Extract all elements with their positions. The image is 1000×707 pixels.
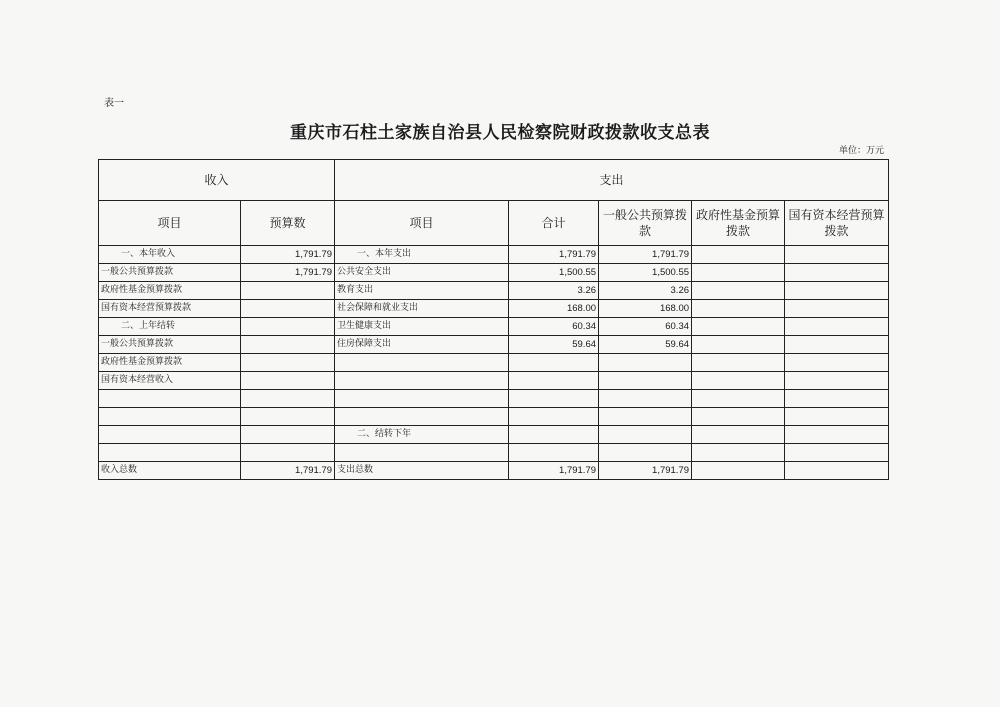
table-row [99, 336, 889, 354]
table-row [99, 282, 889, 300]
expense-item-cell [335, 444, 509, 462]
table-row [99, 408, 889, 426]
total-cell: 1,791.79 [509, 246, 599, 264]
gov-fund-cell [692, 444, 785, 462]
table-row [99, 372, 889, 390]
expense-item-cell: 社会保障和就业支出 [335, 300, 509, 318]
state-capital-cell [785, 426, 889, 444]
income-amount-cell [241, 300, 335, 318]
general-public-cell [599, 408, 692, 426]
state-capital-cell [785, 390, 889, 408]
gov-fund-cell [692, 264, 785, 282]
income-item-cell [99, 426, 241, 444]
total-cell: 59.64 [509, 336, 599, 354]
general-public-cell: 1,500.55 [599, 264, 692, 282]
state-capital-cell [785, 354, 889, 372]
state-capital-cell [785, 246, 889, 264]
gov-fund-cell [692, 408, 785, 426]
expense-item-cell [335, 408, 509, 426]
gov-fund-header: 政府性基金预算拨款 [692, 201, 785, 246]
total-cell: 1,791.79 [509, 462, 599, 480]
expense-item-cell: 住房保障支出 [335, 336, 509, 354]
income-amount-cell [241, 444, 335, 462]
income-item-cell: 收入总数 [99, 462, 241, 480]
gov-fund-cell [692, 354, 785, 372]
income-item-cell: 一般公共预算拨款 [99, 264, 241, 282]
total-cell: 60.34 [509, 318, 599, 336]
state-capital-cell [785, 444, 889, 462]
general-public-header: 一般公共预算拨款 [599, 201, 692, 246]
income-amount-cell [241, 390, 335, 408]
gov-fund-cell [692, 336, 785, 354]
state-capital-cell [785, 372, 889, 390]
unit-label: 单位：万元 [838, 146, 884, 156]
income-item-header: 项目 [99, 201, 241, 246]
table-row [99, 462, 889, 480]
expense-item-cell: 二、结转下年 [335, 426, 509, 444]
general-public-cell: 59.64 [599, 336, 692, 354]
expense-header: 支出 [335, 160, 889, 201]
expense-item-cell: 公共安全支出 [335, 264, 509, 282]
state-capital-cell [785, 318, 889, 336]
budget-amount-header: 预算数 [241, 201, 335, 246]
gov-fund-cell [692, 426, 785, 444]
total-cell [509, 354, 599, 372]
income-item-cell: 政府性基金预算拨款 [99, 354, 241, 372]
expense-item-cell [335, 354, 509, 372]
state-capital-cell [785, 282, 889, 300]
gov-fund-cell [692, 318, 785, 336]
income-item-cell: 国有资本经营收入 [99, 372, 241, 390]
total-cell [509, 426, 599, 444]
expense-item-cell: 卫生健康支出 [335, 318, 509, 336]
general-public-cell [599, 390, 692, 408]
income-header: 收入 [99, 160, 335, 201]
income-item-cell: 一、本年收入 [99, 246, 241, 264]
state-capital-cell [785, 300, 889, 318]
table-row [99, 300, 889, 318]
gov-fund-cell [692, 282, 785, 300]
table-row [99, 354, 889, 372]
table-row [99, 444, 889, 462]
expense-item-cell: 一、本年支出 [335, 246, 509, 264]
income-item-cell: 国有资本经营预算拨款 [99, 300, 241, 318]
total-cell: 3.26 [509, 282, 599, 300]
table-row [99, 426, 889, 444]
table-row [99, 390, 889, 408]
state-capital-cell [785, 336, 889, 354]
income-amount-cell [241, 426, 335, 444]
income-amount-cell [241, 318, 335, 336]
header-row-columns [99, 201, 889, 246]
income-amount-cell [241, 408, 335, 426]
gov-fund-cell [692, 246, 785, 264]
income-item-cell: 一般公共预算拨款 [99, 336, 241, 354]
general-public-cell: 60.34 [599, 318, 692, 336]
gov-fund-cell [692, 372, 785, 390]
income-item-cell [99, 408, 241, 426]
income-amount-cell [241, 282, 335, 300]
general-public-cell [599, 426, 692, 444]
table-row [99, 246, 889, 264]
table-row [99, 264, 889, 282]
finance-summary-table [98, 159, 889, 480]
income-amount-cell [241, 354, 335, 372]
income-amount-cell: 1,791.79 [241, 462, 335, 480]
total-header: 合计 [509, 201, 599, 246]
general-public-cell [599, 444, 692, 462]
expense-item-cell [335, 372, 509, 390]
general-public-cell: 168.00 [599, 300, 692, 318]
income-amount-cell: 1,791.79 [241, 264, 335, 282]
income-item-cell: 政府性基金预算拨款 [99, 282, 241, 300]
expense-item-cell: 教育支出 [335, 282, 509, 300]
total-cell [509, 372, 599, 390]
income-amount-cell: 1,791.79 [241, 246, 335, 264]
general-public-cell [599, 354, 692, 372]
income-item-cell [99, 390, 241, 408]
table-number: 表一 [104, 98, 124, 109]
general-public-cell: 3.26 [599, 282, 692, 300]
total-cell: 1,500.55 [509, 264, 599, 282]
gov-fund-cell [692, 390, 785, 408]
state-capital-header: 国有资本经营预算拨款 [785, 201, 889, 246]
general-public-cell: 1,791.79 [599, 246, 692, 264]
total-cell [509, 390, 599, 408]
state-capital-cell [785, 264, 889, 282]
income-item-cell: 二、上年结转 [99, 318, 241, 336]
gov-fund-cell [692, 300, 785, 318]
income-item-cell [99, 444, 241, 462]
state-capital-cell [785, 408, 889, 426]
total-cell [509, 408, 599, 426]
gov-fund-cell [692, 462, 785, 480]
income-amount-cell [241, 336, 335, 354]
general-public-cell [599, 372, 692, 390]
general-public-cell: 1,791.79 [599, 462, 692, 480]
document-title: 重庆市石柱土家族自治县人民检察院财政拨款收支总表 [290, 123, 710, 143]
table-row [99, 318, 889, 336]
income-amount-cell [241, 372, 335, 390]
total-cell: 168.00 [509, 300, 599, 318]
expense-item-header: 项目 [335, 201, 509, 246]
expense-item-cell: 支出总数 [335, 462, 509, 480]
expense-item-cell [335, 390, 509, 408]
total-cell [509, 444, 599, 462]
header-row-group [99, 160, 889, 201]
state-capital-cell [785, 462, 889, 480]
